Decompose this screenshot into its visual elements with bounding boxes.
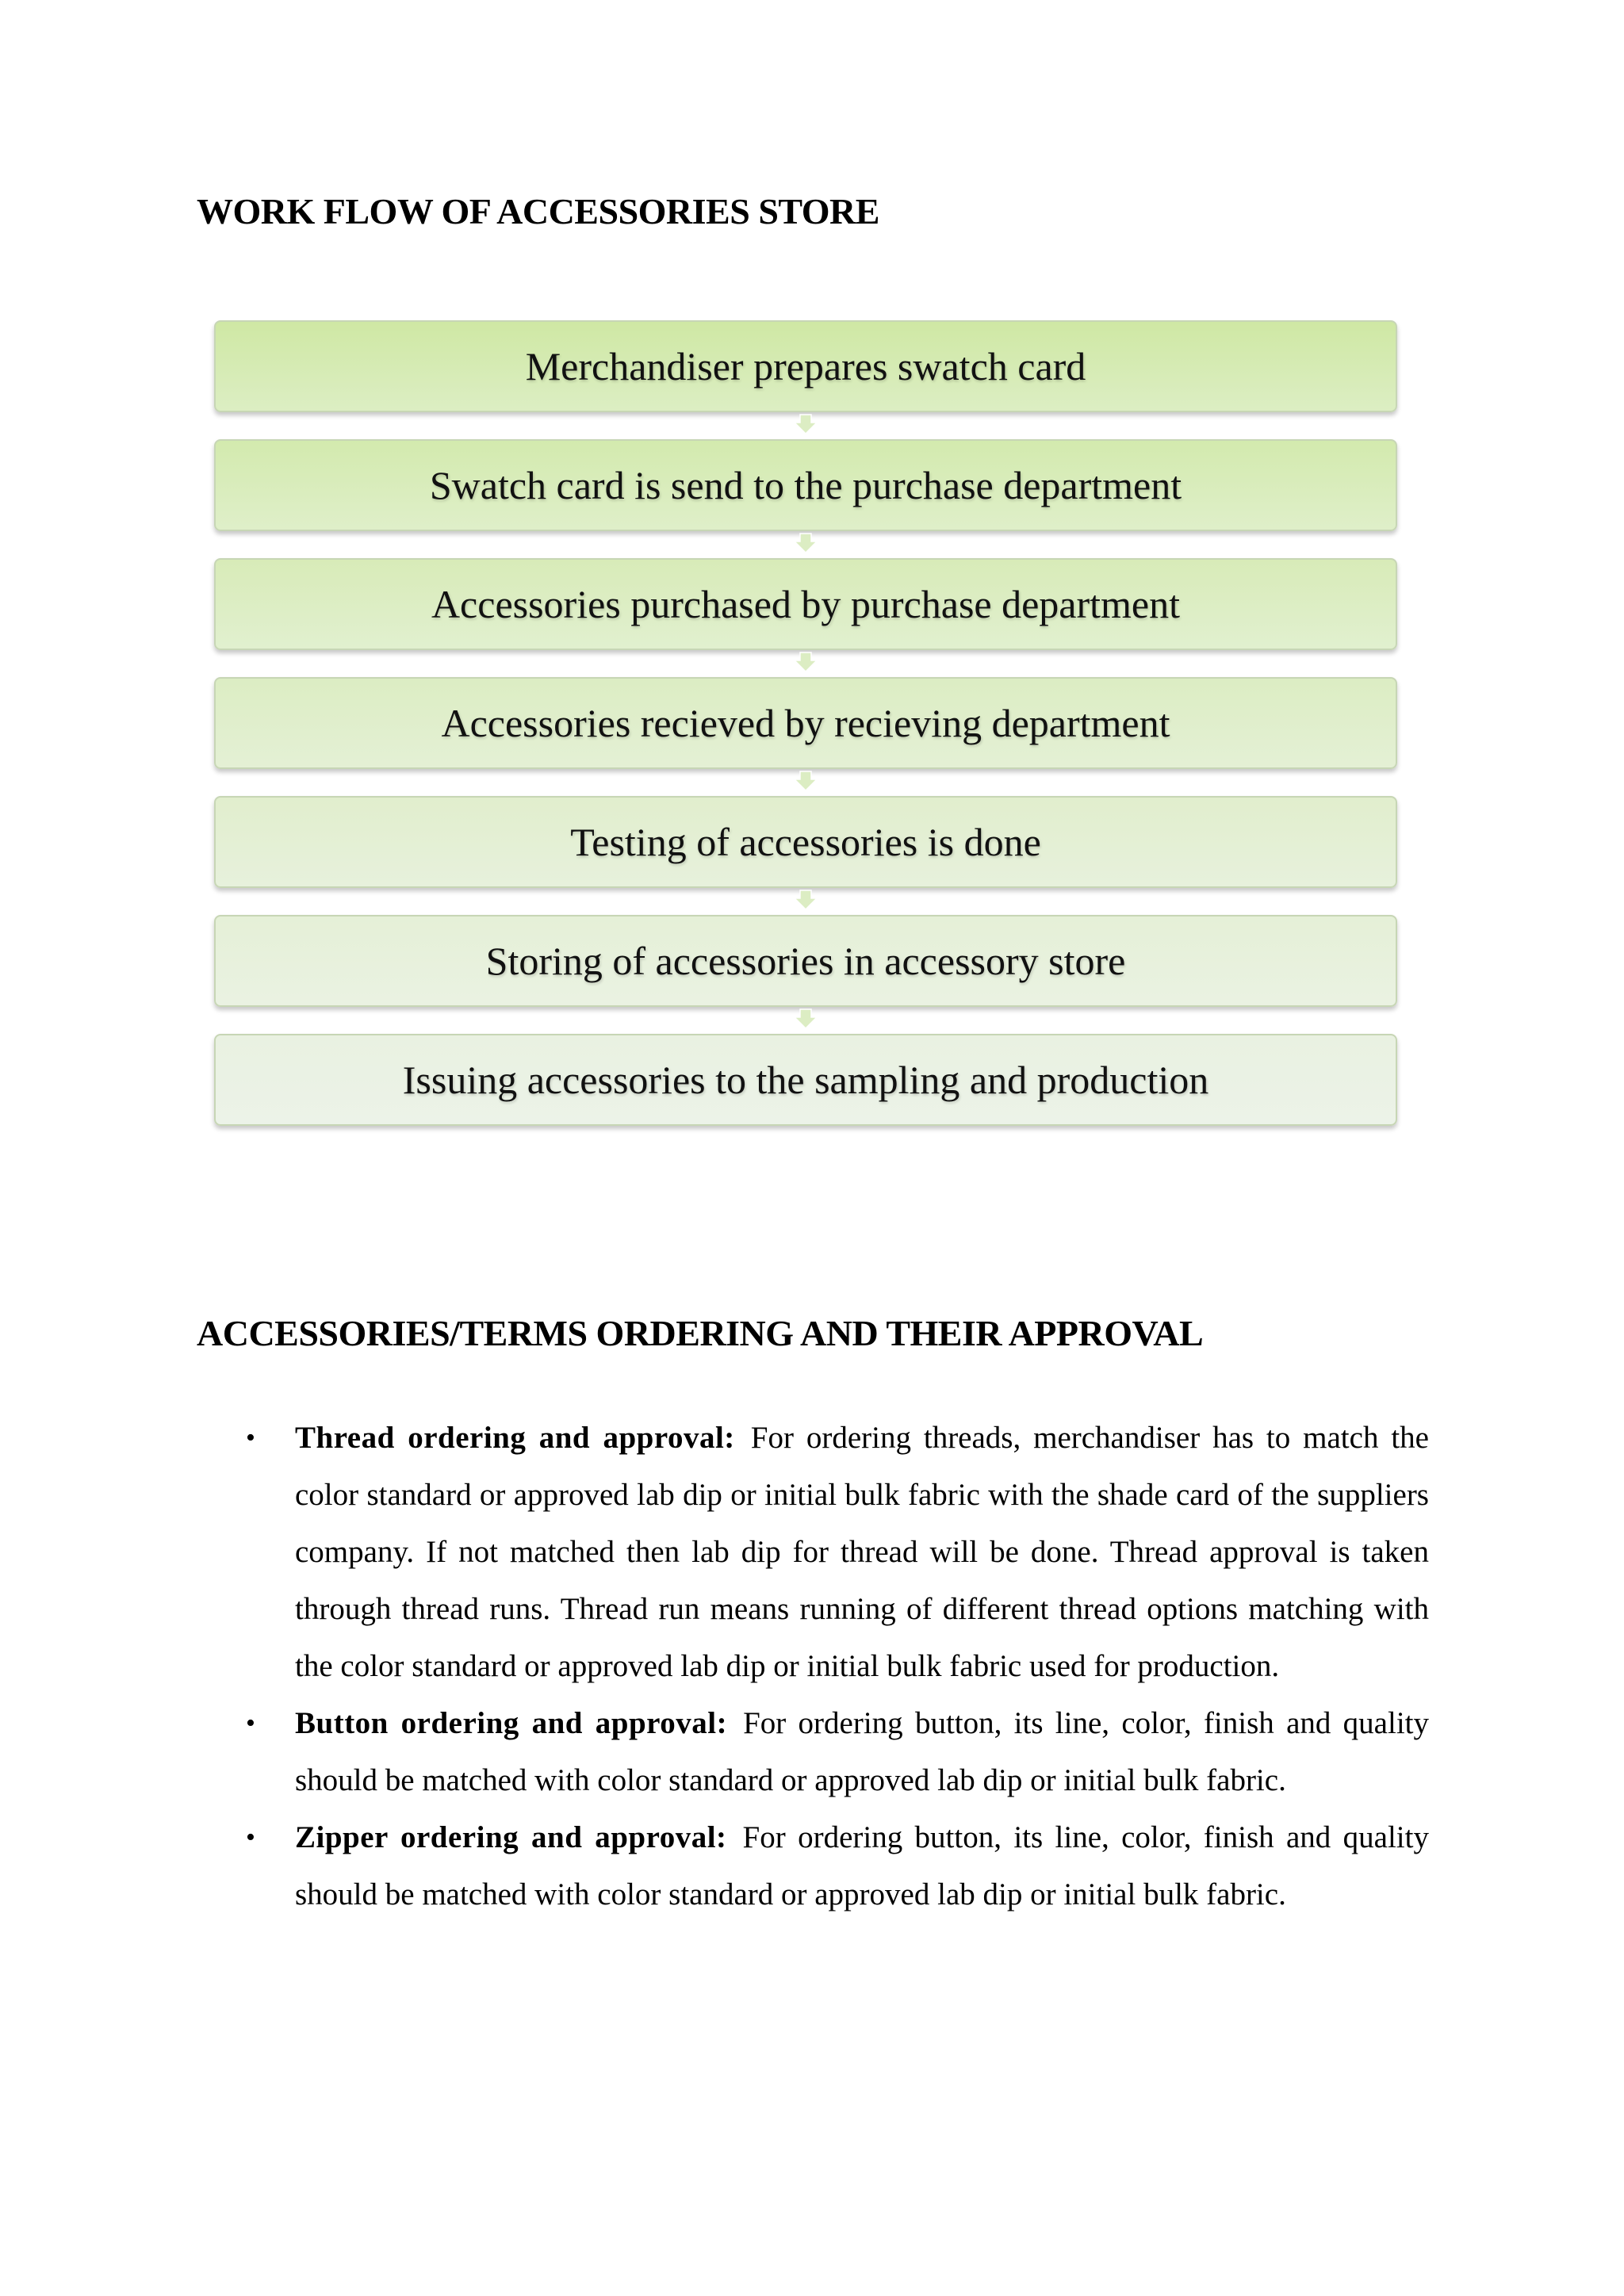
bullet-title: Thread ordering and approval: [295, 1421, 735, 1455]
workflow-step-label: Issuing accessories to the sampling and production [402, 1058, 1209, 1102]
bullet-dot-icon: • [246, 1823, 255, 1852]
bullet-title: Zipper ordering and approval: [295, 1820, 727, 1854]
down-arrow-icon [794, 890, 818, 910]
workflow-step-label: Accessories recieved by recieving department [441, 701, 1170, 745]
workflow-step-7 [214, 1034, 1397, 1126]
workflow-step-label: Storing of accessories in accessory store [485, 939, 1126, 983]
bullet-text: For ordering threads, merchandiser has to match the color standard or approved lab dip or initial bulk fabric with the shade card of the suppliers company. If not matched then lab dip for thread will be done. Thread approval is taken through thread runs. Thread run means running of different thread options matching with the color standard or approved lab dip or initial bulk fabric used for production. [295, 1421, 1429, 1683]
workflow-step-label: Swatch card is send to the purchase department [429, 463, 1182, 507]
ordering-bullet-item [246, 1809, 1429, 1923]
workflow-step-6 [214, 915, 1397, 1007]
down-arrow-icon [794, 771, 818, 791]
workflow-step-5 [214, 796, 1397, 888]
down-arrow-icon [794, 533, 818, 553]
bullet-text: For ordering button, its line, color, finish and quality should be matched with color standard or approved lab dip or initial bulk fabric. [295, 1820, 1429, 1911]
workflow-step-label: Merchandiser prepares swatch card [525, 344, 1086, 388]
ordering-bullet-list [246, 1410, 1429, 1923]
bullet-dot-icon: • [246, 1423, 255, 1452]
ordering-bullet-item [246, 1695, 1429, 1809]
bullet-text: For ordering button, its line, color, finish and quality should be matched with color standard or approved lab dip or initial bulk fabric. [295, 1706, 1429, 1797]
bullet-dot-icon: • [246, 1709, 255, 1738]
down-arrow-icon [794, 414, 818, 434]
workflow-step-label: Accessories purchased by purchase department [431, 582, 1181, 626]
down-arrow-icon [794, 1008, 818, 1029]
bullet-title: Button ordering and approval: [295, 1706, 728, 1740]
workflow-diagram [214, 320, 1397, 1126]
workflow-step-4 [214, 677, 1397, 769]
workflow-step-2 [214, 439, 1397, 531]
section-title-workflow: WORK FLOW OF ACCESSORIES STORE [197, 191, 879, 232]
workflow-step-label: Testing of accessories is done [570, 820, 1041, 864]
section-title-accessories-ordering: ACCESSORIES/TERMS ORDERING AND THEIR APPROVAL [197, 1313, 1204, 1353]
down-arrow-icon [794, 652, 818, 672]
ordering-bullet-item [246, 1410, 1429, 1695]
workflow-step-1 [214, 320, 1397, 412]
workflow-step-3 [214, 558, 1397, 650]
